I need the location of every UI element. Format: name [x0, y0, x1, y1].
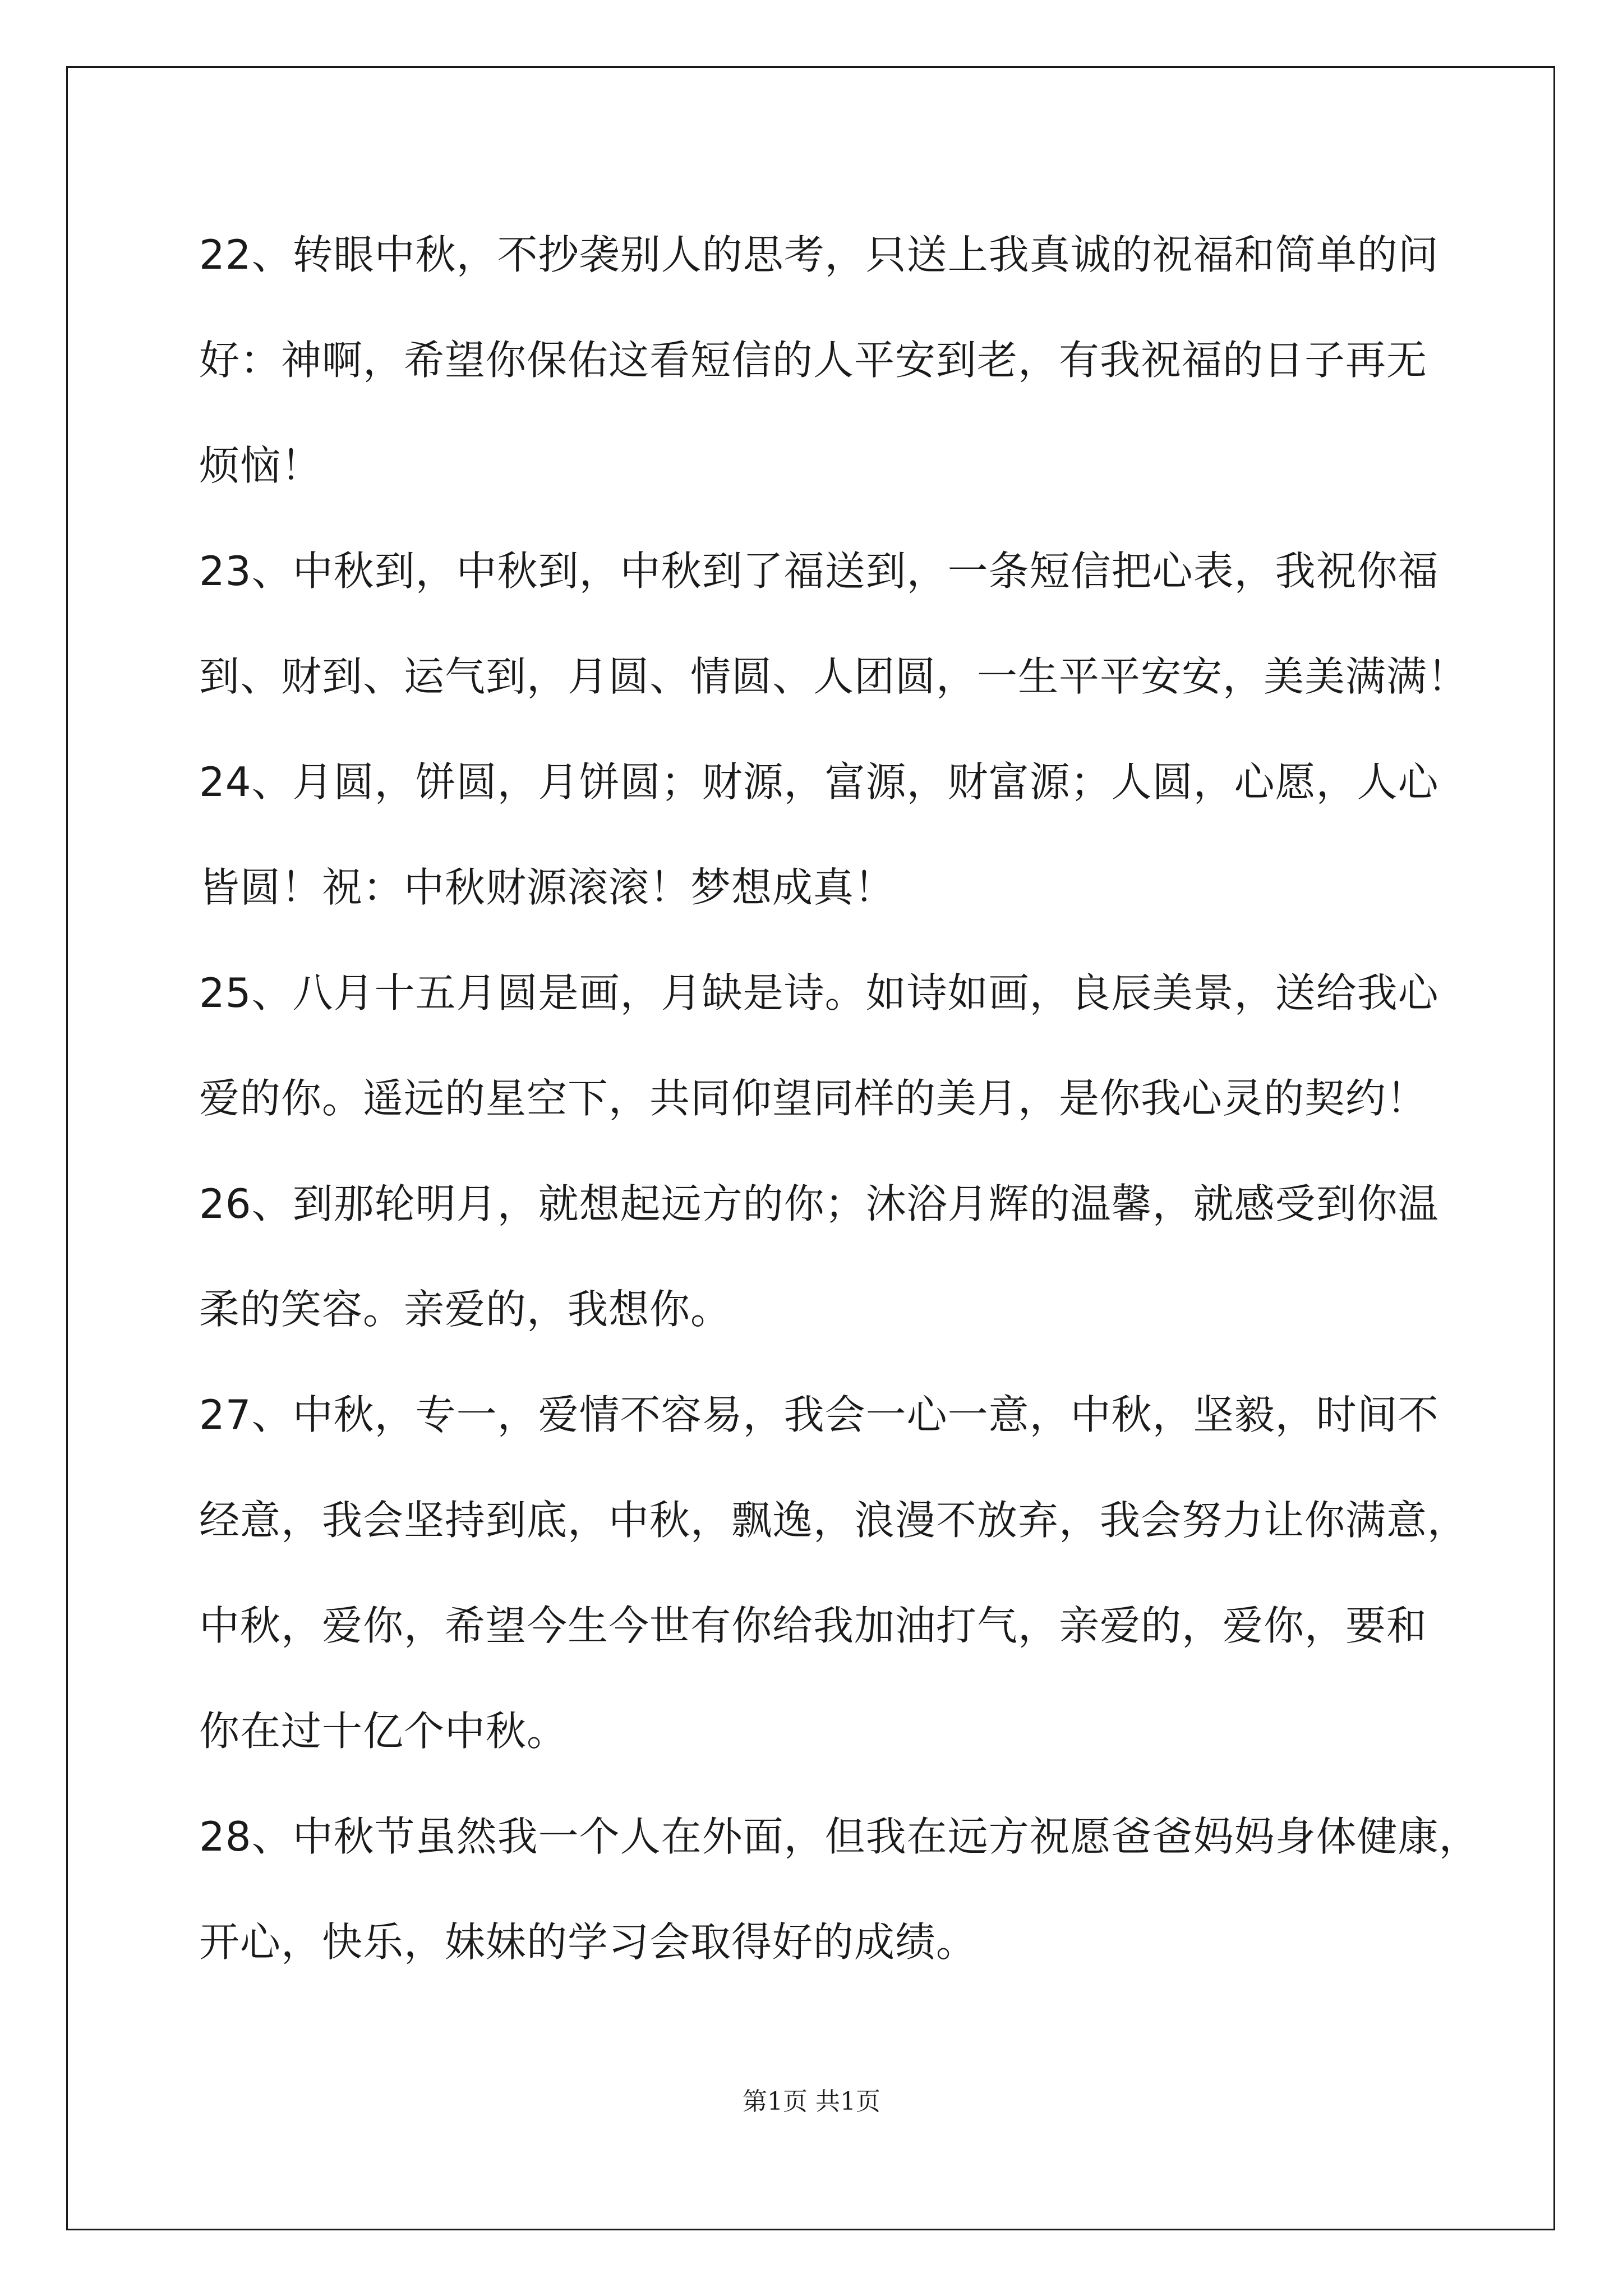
- text-line: 到、财到、运气到，月圆、情圆、人团圆，一生平平安安，美美满满！: [199, 653, 1469, 700]
- text-line: 爱的你。遥远的星空下，共同仰望同样的美月，是你我心灵的契约！: [199, 1075, 1428, 1122]
- text-line: 柔的笑容。亲爱的，我想你。: [199, 1286, 732, 1333]
- text-line: 24、月圆，饼圆，月饼圆；财源，富源，财富源；人圆，心愿，人心: [199, 758, 1439, 806]
- text-line: 25、八月十五月圆是画，月缺是诗。如诗如画，良辰美景，送给我心: [199, 969, 1439, 1016]
- text-line: 皆圆！祝：中秋财源滚滚！梦想成真！: [199, 864, 896, 911]
- document-body: [199, 202, 1480, 1995]
- text-line: 中秋，爱你，希望今生今世有你给我加油打气，亲爱的，爱你，要和: [199, 1602, 1428, 1649]
- text-line: 开心，快乐，妹妹的学习会取得好的成绩。: [199, 1918, 978, 1966]
- page-footer: 第1页 共1页: [743, 2087, 880, 2116]
- text-line: 27、中秋，专一，爱情不容易，我会一心一意，中秋，坚毅，时间不: [199, 1391, 1439, 1438]
- text-line: 28、中秋节虽然我一个人在外面，但我在远方祝愿爸爸妈妈身体健康，: [199, 1813, 1480, 1860]
- text-line: 26、到那轮明月，就想起远方的你；沐浴月辉的温馨，就感受到你温: [199, 1180, 1439, 1227]
- text-line: 经意，我会坚持到底，中秋，飘逸，浪漫不放弃，我会努力让你满意，: [199, 1497, 1469, 1544]
- text-line: 烦恼！: [199, 442, 322, 489]
- text-line: 好：神啊，希望你保佑这看短信的人平安到老，有我祝福的日子再无: [199, 337, 1428, 384]
- text-line: 23、中秋到，中秋到，中秋到了福送到，一条短信把心表，我祝你福: [199, 547, 1439, 595]
- text-line: 22、转眼中秋，不抄袭别人的思考，只送上我真诚的祝福和简单的问: [199, 231, 1439, 278]
- text-line: 你在过十亿个中秋。: [199, 1708, 568, 1755]
